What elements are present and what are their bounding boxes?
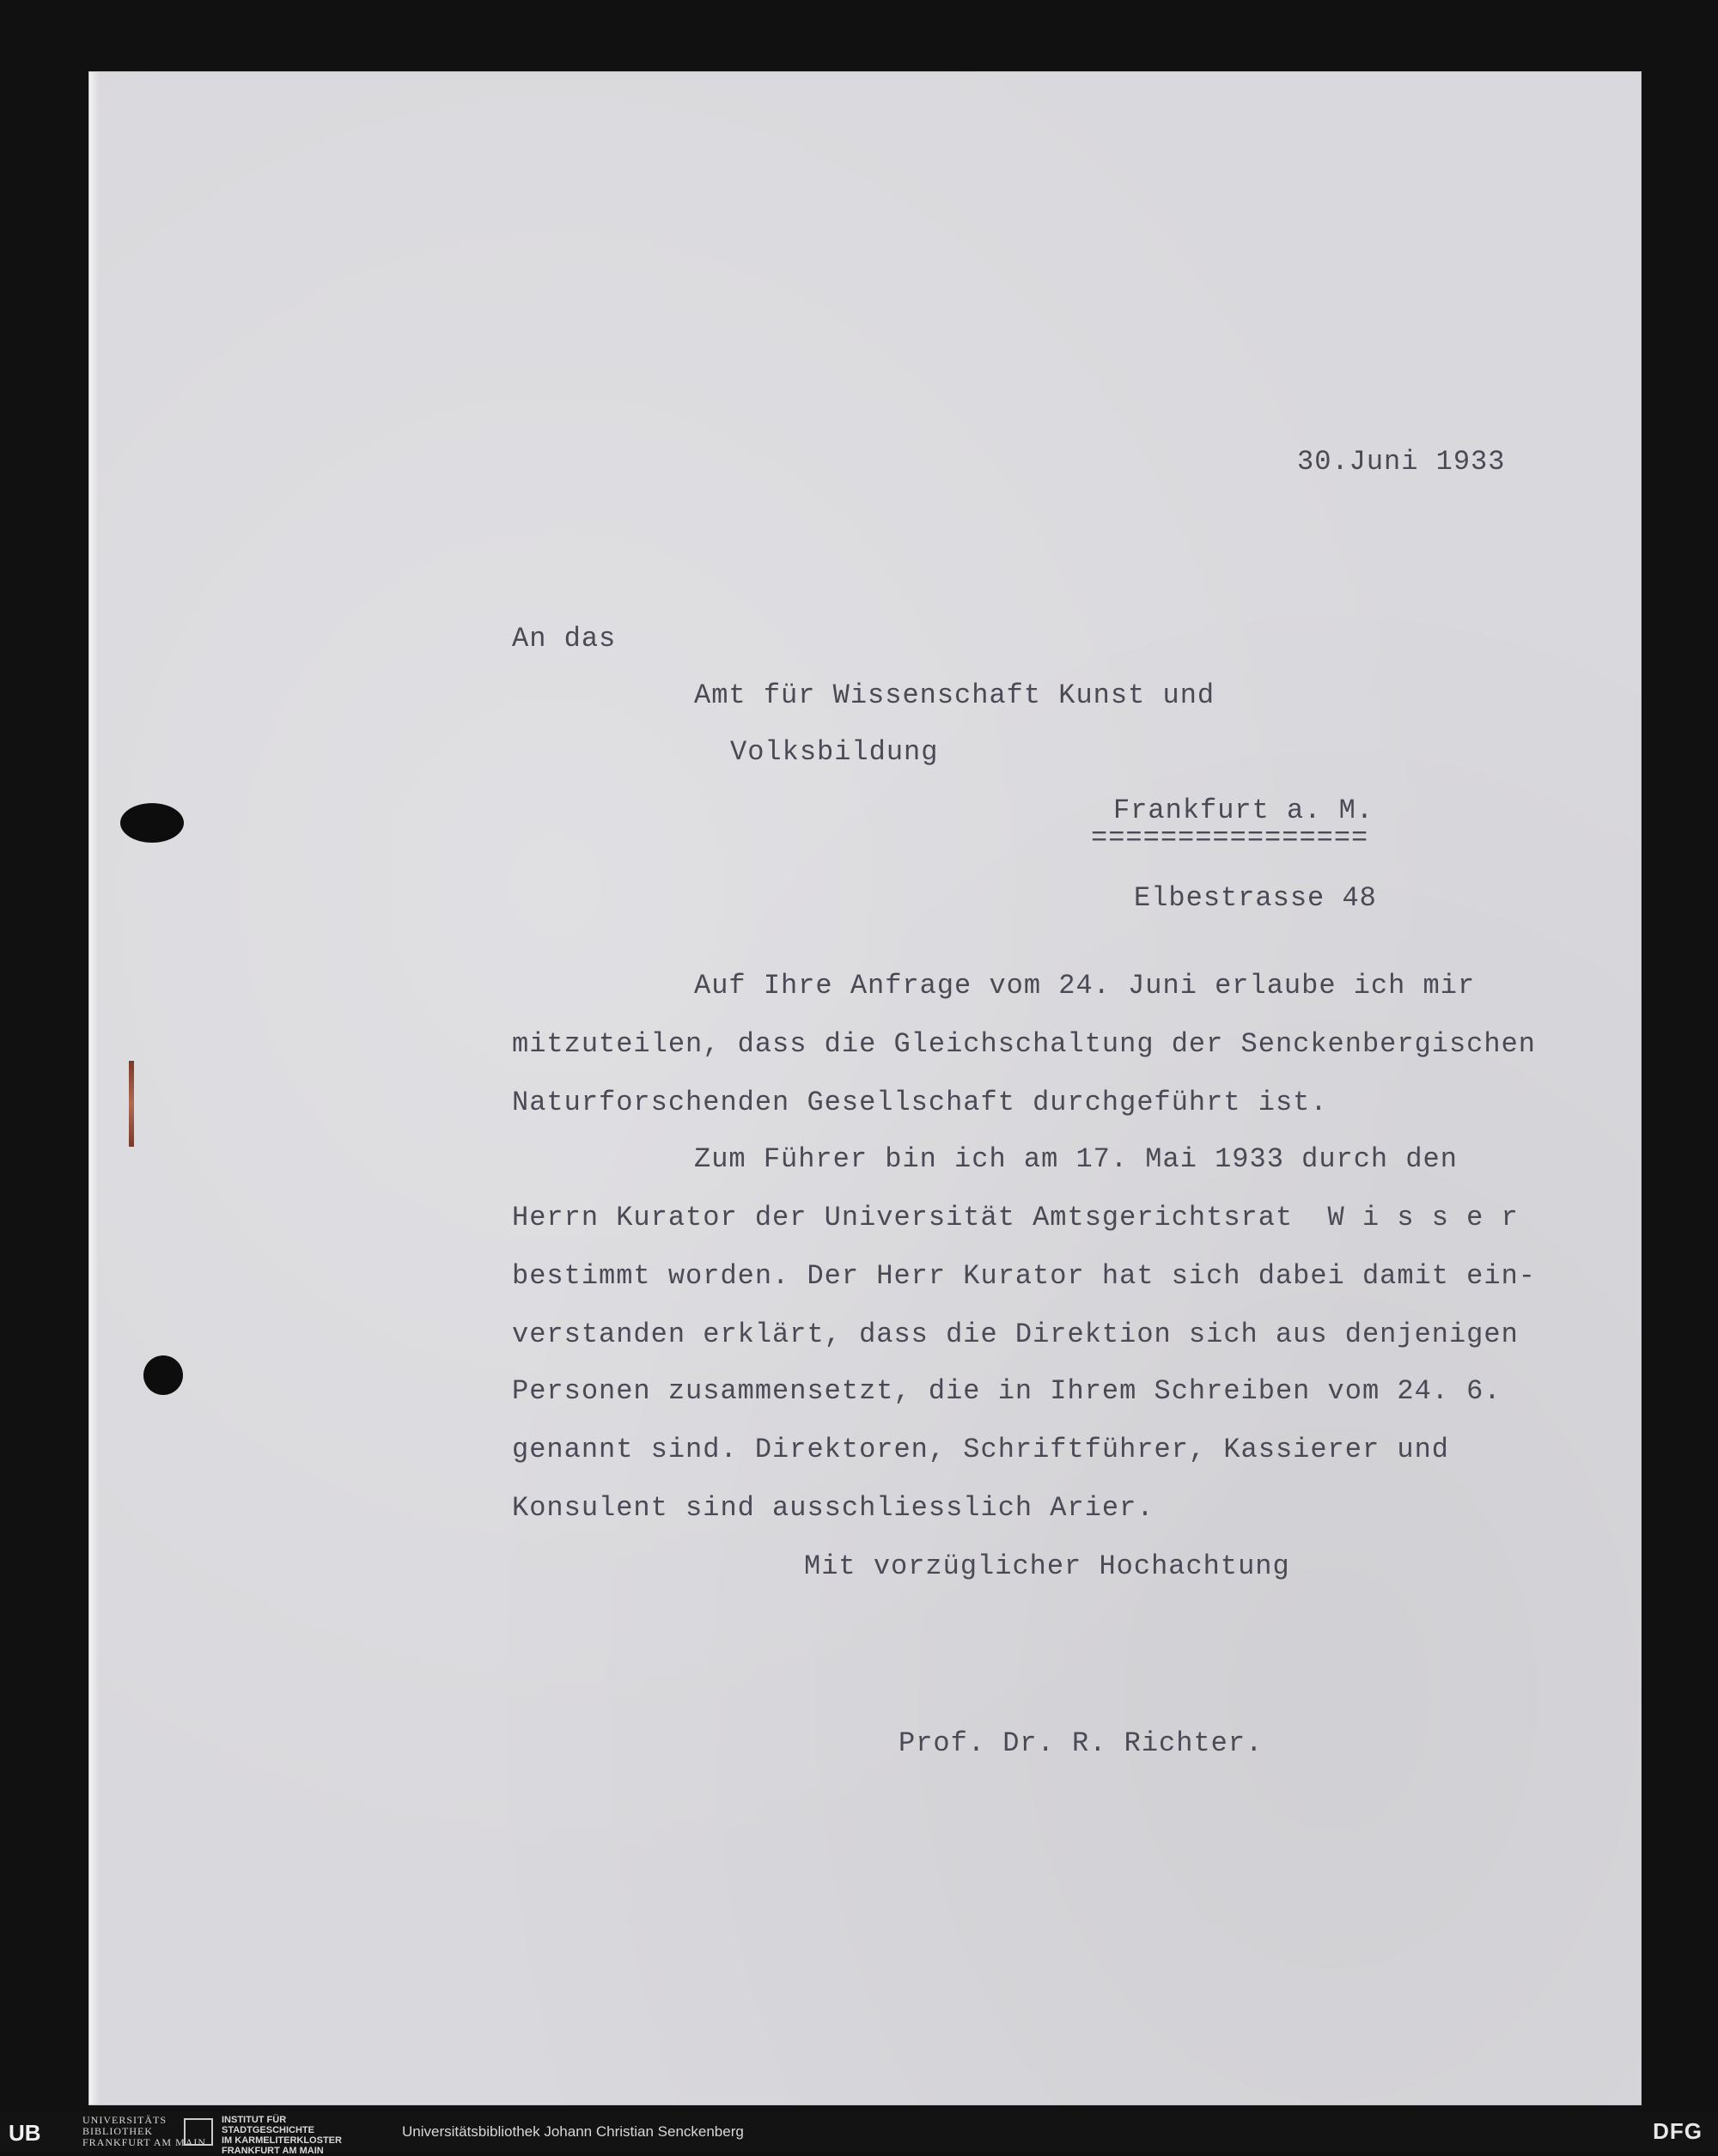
recipient-line-2: Amt für Wissenschaft Kunst und	[694, 679, 1215, 711]
recipient-line-3: Volksbildung	[730, 736, 939, 768]
body-line: Herrn Kurator der Universität Amtsgerichtsrat W i s s e r	[512, 1202, 1519, 1233]
institute-logo-icon	[184, 2118, 213, 2146]
letter-closing: Mit vorzüglicher Hochachtung	[804, 1550, 1290, 1582]
body-line: verstanden erklärt, dass die Direktion sich aus denjenigen	[512, 1319, 1519, 1350]
city-underline: ================	[1091, 822, 1369, 854]
recipient-line-1: An das	[512, 623, 617, 655]
punch-hole-top	[120, 803, 184, 843]
body-line: genannt sind. Direktoren, Schriftführer, Kassierer und	[512, 1434, 1449, 1465]
body-line: Personen zusammensetzt, die in Ihrem Schreiben vom 24. 6.	[512, 1375, 1502, 1407]
body-line: Konsulent sind ausschliesslich Arier.	[512, 1492, 1154, 1524]
rust-staple-mark	[129, 1061, 134, 1147]
punch-hole-bottom	[143, 1355, 183, 1395]
institute-name: INSTITUT FÜR STADTGESCHICHTE IM KARMELITERKLOSTER FRANKFURT AM MAIN	[222, 2115, 342, 2156]
ub-logo: UB	[9, 2120, 41, 2146]
body-line: mitzuteilen, dass die Gleichschaltung der Senckenbergischen	[512, 1028, 1536, 1060]
ub-library-name: UNIVERSITÄTS BIBLIOTHEK FRANKFURT AM MAIN	[82, 2114, 207, 2148]
letter-date: 30.Juni 1933	[1297, 446, 1506, 478]
body-line: Naturforschenden Gesellschaft durchgeführt ist.	[512, 1087, 1328, 1118]
library-credit: Universitätsbibliothek Johann Christian Senckenberg	[402, 2123, 744, 2140]
body-line: Zum Führer bin ich am 17. Mai 1933 durch den	[694, 1143, 1458, 1175]
dfg-logo: DFG	[1653, 2118, 1703, 2144]
footer-bar	[0, 2111, 1718, 2156]
body-line: bestimmt worden. Der Herr Kurator hat sich dabei damit ein-	[512, 1260, 1536, 1292]
recipient-street: Elbestrasse 48	[1134, 882, 1377, 914]
recipient-city: Frankfurt a. M.	[1113, 795, 1374, 826]
paper-edge	[89, 72, 100, 2104]
body-line: Auf Ihre Anfrage vom 24. Juni erlaube ich mir	[694, 970, 1476, 1002]
letter-signature: Prof. Dr. R. Richter.	[899, 1727, 1264, 1759]
